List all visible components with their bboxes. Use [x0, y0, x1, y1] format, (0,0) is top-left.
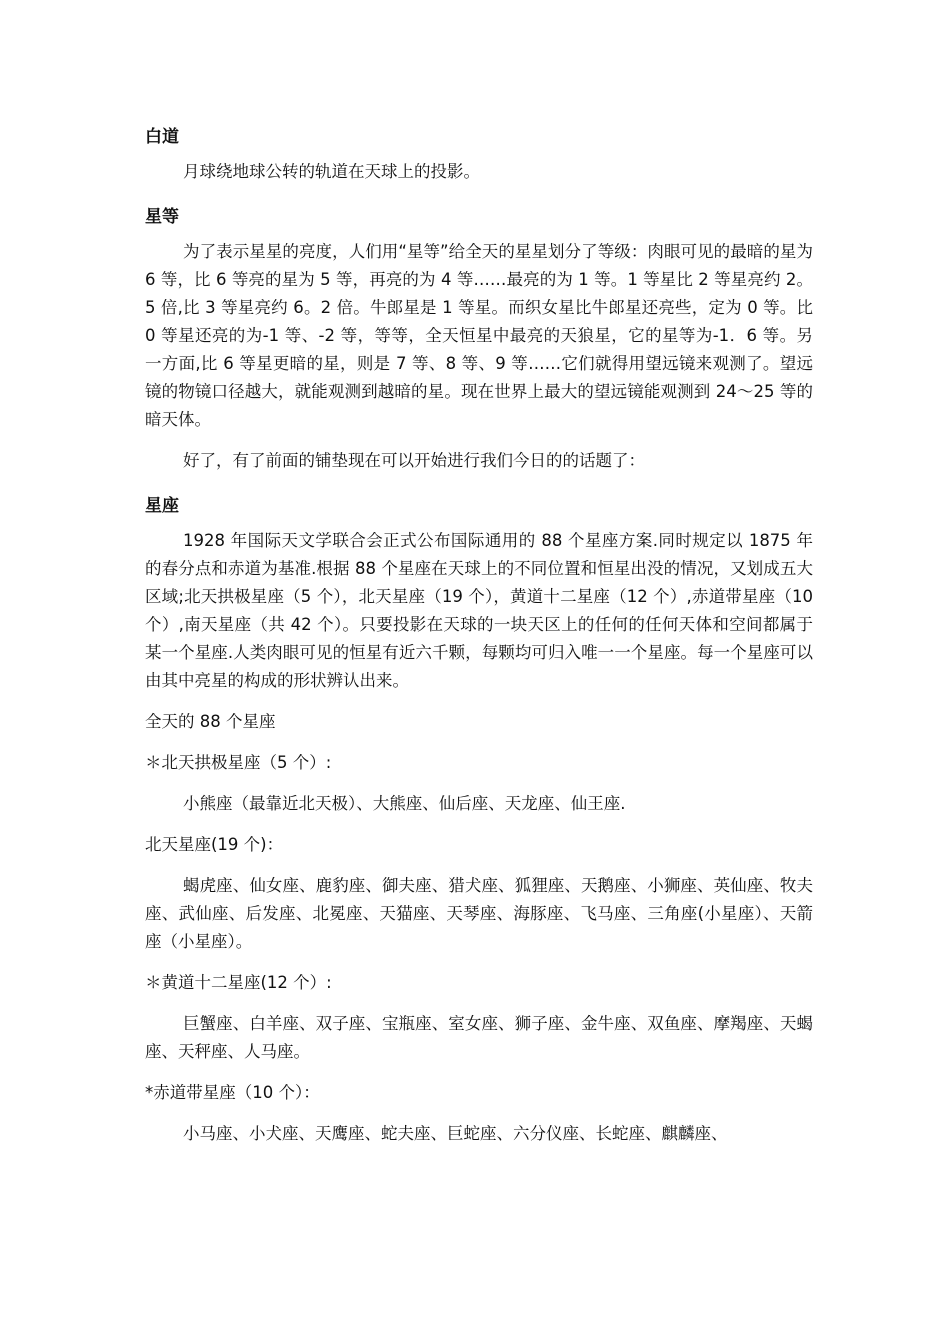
group-items-zodiac: 巨蟹座、白羊座、双子座、宝瓶座、室女座、狮子座、金牛座、双鱼座、摩羯座、天蝎座、天秤座、人马座。 [145, 1014, 813, 1061]
paragraph-transition: 好了，有了前面的铺垫现在可以开始进行我们今日的的话题了： [183, 451, 645, 470]
all-88-title: 全天的 88 个星座 [145, 712, 276, 731]
document-content [145, 124, 813, 1161]
group-items-north-circumpolar: 小熊座（最靠近北天极）、大熊座、仙后座、天龙座、仙王座. [183, 794, 626, 813]
group-items-equatorial: 小马座、小犬座、天鹰座、蛇夫座、巨蛇座、六分仪座、长蛇座、麒麟座、 [183, 1124, 728, 1143]
heading-xingzuo: 星座 [145, 496, 179, 516]
paragraph-xingdeng: 为了表示星星的亮度，人们用“星等”给全天的星星划分了等级：肉眼可见的最暗的星为 6 等，比 6 等亮的星为 5 等，再亮的为 4 等……最亮的为 1 等。1 等星比 2 等星亮约 2。5 倍,比 3 等星亮约 6。2 倍。牛郎星是 1 等星。而织女星比牛郎星还亮些，定为 0 等。比 0 等星还亮的为-1 等、-2 等，等等，全天恒星中最亮的天狼星，它的星等为-1．6 等。另一方面,比 6 等星更暗的星，则是 7 等、8 等、9 等……它们就得用望远镜来观测了。望远镜的物镜口径越大，就能观测到越暗的星。现在世界上最大的望远镜能观测到 24～25 等的暗天体。 [145, 242, 813, 429]
group-label-zodiac: ＊黄道十二星座(12 个）: [145, 973, 332, 992]
heading-xingdeng: 星等 [145, 207, 179, 227]
group-label-north-circumpolar: ＊北天拱极星座（5 个）: [145, 753, 332, 772]
group-label-north: 北天星座(19 个)： [145, 835, 284, 854]
group-label-equatorial: *赤道带星座（10 个）： [145, 1083, 320, 1102]
paragraph-xingzuo: 1928 年国际天文学联合会正式公布国际通用的 88 个星座方案.同时规定以 1875 年的春分点和赤道为基准.根据 88 个星座在天球上的不同位置和恒星出没的情况，又划成五大区域;北天拱极星座（5 个），北天星座（19 个），黄道十二星座（12 个）,赤道带星座（10 个）,南天星座（共 42 个）。只要投影在天球的一块天区上的任何的任何天体和空间都属于某一个星座.人类肉眼可见的恒星有近六千颗，每颗均可归入唯一一个星座。每一个星座可以由其中亮星的构成的形状辨认出来。 [145, 531, 813, 690]
group-items-north: 蝎虎座、仙女座、鹿豹座、御夫座、猎犬座、狐狸座、天鹅座、小狮座、英仙座、牧夫座、武仙座、后发座、北冕座、天猫座、天琴座、海豚座、飞马座、三角座(小星座）、天箭座（小星座）。 [145, 876, 813, 951]
heading-baidao: 白道 [145, 127, 179, 147]
paragraph-baidao: 月球绕地球公转的轨道在天球上的投影。 [183, 162, 480, 181]
